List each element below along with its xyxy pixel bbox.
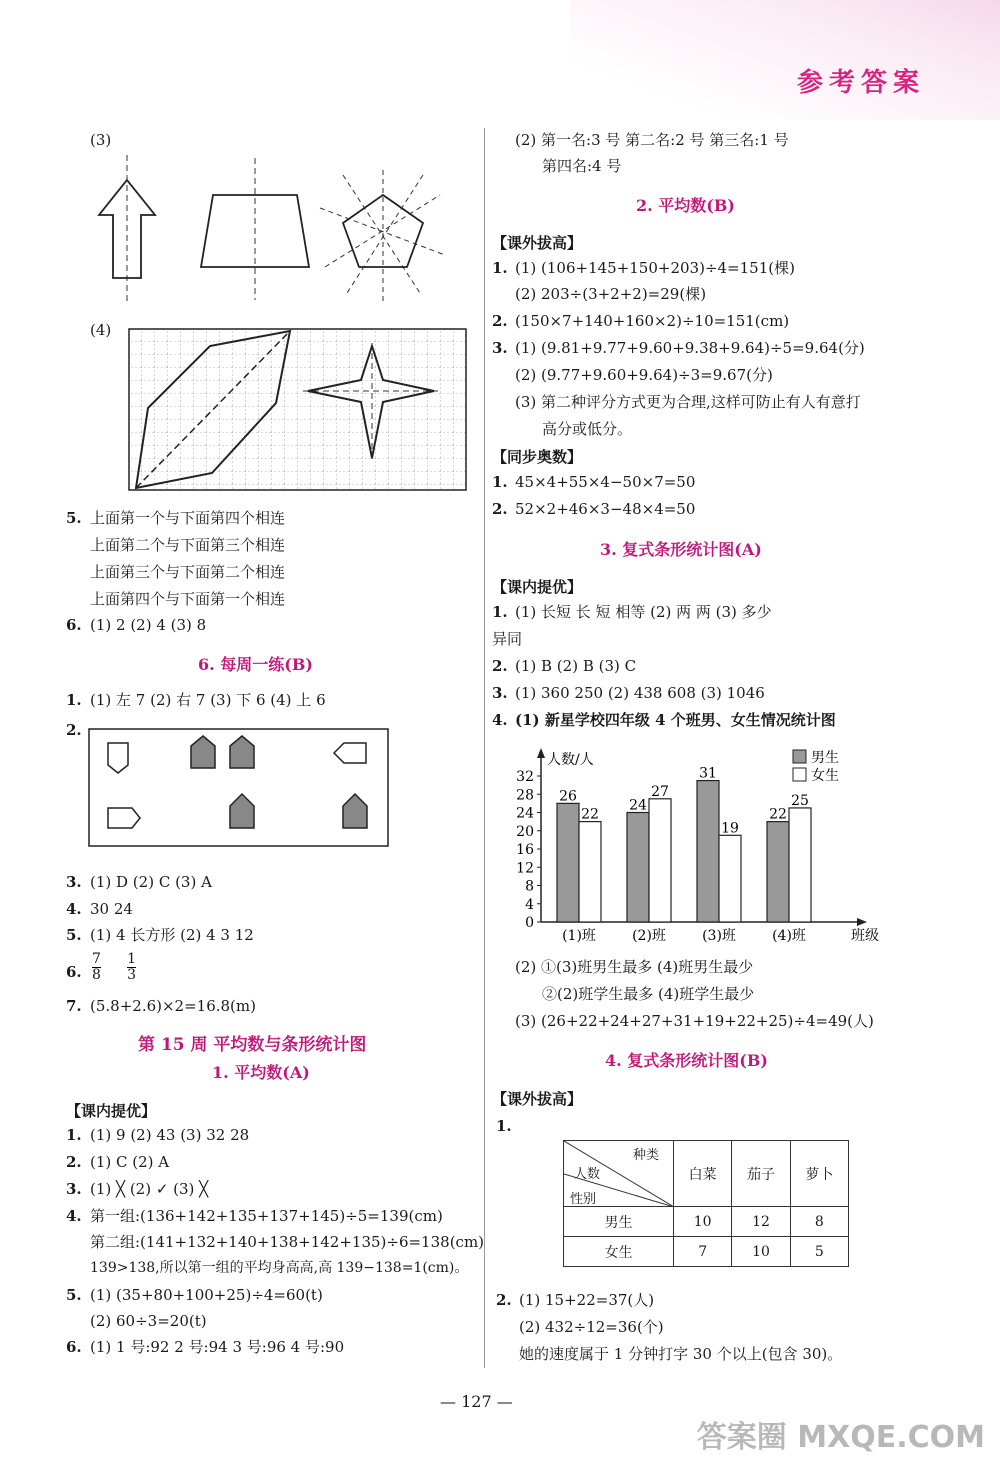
q5-line-4: 上面第四个与下面第一个相连 bbox=[90, 590, 286, 608]
tag-in-class-2: 【课内提优】 bbox=[492, 578, 583, 596]
bar-value-label: 27 bbox=[651, 783, 669, 800]
a2-answer: (1) C (2) A bbox=[90, 1153, 170, 1171]
o2-answer: 52×2+46×3−48×4=50 bbox=[515, 500, 696, 518]
week15-title: 第 15 周 平均数与条形统计图 bbox=[138, 1035, 367, 1055]
bar-value-label: 25 bbox=[791, 792, 809, 809]
a4-num: 4. bbox=[66, 1207, 82, 1225]
table-corner-cell bbox=[564, 1141, 674, 1207]
y-tick-label: 12 bbox=[516, 860, 534, 877]
c3-num: 3. bbox=[492, 684, 508, 702]
section-weekly-b: 6. 每周一练(B) bbox=[198, 655, 313, 674]
bar bbox=[719, 835, 741, 922]
bar-value-label: 31 bbox=[699, 765, 717, 782]
wb6-num: 6. bbox=[66, 963, 82, 981]
wb7-num: 7. bbox=[66, 997, 82, 1015]
y-tick-label: 0 bbox=[525, 915, 534, 931]
grid-figures bbox=[128, 328, 468, 493]
x-axis-arrow bbox=[857, 918, 867, 926]
wb2-num: 2. bbox=[66, 721, 82, 739]
frac1-bottom: 8 bbox=[92, 967, 101, 983]
y-tick-label: 4 bbox=[525, 896, 534, 913]
c4-chart-title: (1) 新星学校四年级 4 个班男、女生情况统计图 bbox=[515, 711, 836, 729]
table-cell: 12 bbox=[732, 1207, 790, 1237]
b1-line-1: (1) (106+145+150+203)÷4=151(棵) bbox=[515, 259, 795, 277]
c4b-line-1: (2) ①(3)班男生最多 (4)班男生最少 bbox=[515, 958, 754, 976]
q4-4-label: (4) bbox=[90, 321, 112, 339]
table-row bbox=[564, 1237, 849, 1267]
vegetable-table bbox=[563, 1140, 849, 1267]
y-axis-arrow bbox=[537, 748, 545, 758]
d2-line-3: 她的速度属于 1 分钟打字 30 个以上(包含 30)。 bbox=[519, 1345, 843, 1363]
q5-line-2: 上面第二个与下面第三个相连 bbox=[90, 536, 286, 554]
table-row-label: 女生 bbox=[564, 1237, 674, 1267]
a1-answer: (1) 9 (2) 43 (3) 32 28 bbox=[90, 1126, 250, 1144]
table-cell: 7 bbox=[674, 1237, 732, 1267]
c4-num: 4. bbox=[492, 711, 508, 729]
r0-line-2: 第四名:4 号 bbox=[542, 157, 622, 175]
b3-num: 3. bbox=[492, 339, 508, 357]
y-tick-label: 20 bbox=[516, 823, 534, 840]
bar-value-label: 24 bbox=[629, 797, 647, 814]
q4-3-label: (3) bbox=[90, 131, 112, 149]
a5-line-2: (2) 60÷3=20(t) bbox=[90, 1312, 207, 1330]
table-header-cell: 茄子 bbox=[732, 1141, 790, 1207]
bar bbox=[789, 808, 811, 922]
a4-line-2: 第二组:(141+132+140+138+142+135)÷6=138(cm) bbox=[90, 1233, 485, 1251]
category-label: (1)班 bbox=[562, 928, 596, 944]
category-label: (4)班 bbox=[772, 928, 806, 944]
y-tick-label: 24 bbox=[516, 805, 534, 822]
page-number: — 127 — bbox=[440, 1392, 513, 1411]
b1-num: 1. bbox=[492, 259, 508, 277]
corner-label-gender: 性别 bbox=[570, 1192, 597, 1207]
b3-line-4: 高分或低分。 bbox=[542, 420, 633, 438]
q6-answer: (1) 2 (2) 4 (3) 8 bbox=[90, 616, 207, 634]
wb4-num: 4. bbox=[66, 900, 82, 918]
o1-num: 1. bbox=[492, 473, 508, 491]
column-divider bbox=[484, 128, 485, 1368]
c3-answer: (1) 360 250 (2) 438 608 (3) 1046 bbox=[515, 684, 765, 702]
y-tick-label: 16 bbox=[516, 842, 534, 858]
table-cell: 10 bbox=[732, 1237, 790, 1267]
tag-extra-class-2: 【课外拔高】 bbox=[492, 1090, 583, 1108]
b3-line-1: (1) (9.81+9.77+9.60+9.38+9.64)÷5=9.64(分) bbox=[515, 339, 865, 357]
bar bbox=[579, 822, 601, 922]
bar bbox=[697, 781, 719, 922]
wb1-answer: (1) 左 7 (2) 右 7 (3) 下 6 (4) 上 6 bbox=[90, 691, 326, 709]
d2-line-2: (2) 432÷12=36(个) bbox=[519, 1318, 664, 1336]
b3-line-2: (2) (9.77+9.60+9.64)÷3=9.67(分) bbox=[515, 366, 773, 384]
q6-num: 6. bbox=[66, 616, 82, 634]
grouped-bar-chart bbox=[505, 740, 885, 945]
bar-value-label: 26 bbox=[559, 788, 577, 805]
y-axis-label: 人数/人 bbox=[547, 752, 594, 768]
y-tick-label: 28 bbox=[516, 787, 534, 804]
watermark-logo: 答案圈 MXQE.COM bbox=[696, 1420, 985, 1455]
bar bbox=[649, 799, 671, 922]
table-row bbox=[564, 1207, 849, 1237]
a4-line-1: 第一组:(136+142+135+137+145)÷5=139(cm) bbox=[90, 1207, 443, 1225]
b2-num: 2. bbox=[492, 312, 508, 330]
bar bbox=[627, 813, 649, 923]
a3-answer: (1) ╳ (2) ✓ (3) ╳ bbox=[90, 1180, 209, 1198]
bar-value-label: 22 bbox=[769, 806, 787, 823]
a5-num: 5. bbox=[66, 1286, 82, 1304]
q5-num: 5. bbox=[66, 509, 82, 527]
wb6-fractions bbox=[92, 952, 136, 983]
bar-value-label: 19 bbox=[721, 820, 739, 837]
c1-line-1: (1) 长短 长 短 相等 (2) 两 两 (3) 多少 bbox=[515, 603, 772, 621]
y-tick-label: 8 bbox=[525, 878, 534, 895]
q5-line-3: 上面第三个与下面第二个相连 bbox=[90, 563, 286, 581]
a6-answer: (1) 1 号:92 2 号:94 3 号:96 4 号:90 bbox=[90, 1338, 345, 1356]
header-decoration bbox=[570, 0, 1000, 120]
corner-label-count: 人数 bbox=[574, 1167, 601, 1182]
c1-num: 1. bbox=[492, 603, 508, 621]
section-average-b: 2. 平均数(B) bbox=[636, 196, 735, 215]
frac1-top: 7 bbox=[92, 951, 101, 967]
bar-value-label: 22 bbox=[581, 806, 599, 823]
c4b-line-3: (3) (26+22+24+27+31+19+22+25)÷4=49(人) bbox=[515, 1012, 874, 1030]
r0-line-1: (2) 第一名:3 号 第二名:2 号 第三名:1 号 bbox=[515, 131, 789, 149]
category-label: (3)班 bbox=[702, 928, 736, 944]
o2-num: 2. bbox=[492, 500, 508, 518]
legend-swatch bbox=[793, 750, 806, 763]
table-cell: 8 bbox=[790, 1207, 848, 1237]
y-tick-label: 32 bbox=[516, 769, 534, 785]
frac2-bottom: 3 bbox=[127, 967, 137, 983]
b3-line-3: (3) 第二种评分方式更为合理,这样可防止有人有意打 bbox=[515, 393, 861, 411]
wb3-num: 3. bbox=[66, 873, 82, 891]
d2-num: 2. bbox=[496, 1291, 512, 1309]
table-cell: 10 bbox=[674, 1207, 732, 1237]
legend-label: 女生 bbox=[811, 768, 839, 784]
legend-label: 男生 bbox=[811, 750, 839, 766]
bar bbox=[767, 822, 789, 922]
table-header-cell: 白菜 bbox=[674, 1141, 732, 1207]
c1-line-2: 异同 bbox=[492, 630, 523, 648]
tag-extra-class: 【课外拔高】 bbox=[492, 234, 583, 252]
bar bbox=[557, 803, 579, 922]
corner-label-type: 种类 bbox=[632, 1148, 659, 1163]
tag-olympiad: 【同步奥数】 bbox=[492, 448, 583, 466]
symmetry-figures bbox=[85, 155, 480, 305]
wb5-answer: (1) 4 长方形 (2) 4 3 12 bbox=[90, 926, 254, 944]
wb4-answer: 30 24 bbox=[90, 900, 133, 918]
a3-num: 3. bbox=[66, 1180, 82, 1198]
a5-line-1: (1) (35+80+100+25)÷4=60(t) bbox=[90, 1286, 323, 1304]
d2-line-1: (1) 15+22=37(人) bbox=[519, 1291, 655, 1309]
o1-answer: 45×4+55×4−50×7=50 bbox=[515, 473, 696, 491]
wb1-num: 1. bbox=[66, 691, 82, 709]
b1-line-2: (2) 203÷(3+2+2)=29(棵) bbox=[515, 285, 707, 303]
wb7-answer: (5.8+2.6)×2=16.8(m) bbox=[90, 997, 256, 1015]
section-bar-b: 4. 复式条形统计图(B) bbox=[605, 1051, 768, 1070]
b2-answer: (150×7+140+160×2)÷10=151(cm) bbox=[515, 312, 790, 330]
a2-num: 2. bbox=[66, 1153, 82, 1171]
table-header-cell: 萝卜 bbox=[790, 1141, 848, 1207]
a4-line-3: 139>138,所以第一组的平均身高高,高 139−138=1(cm)。 bbox=[90, 1260, 469, 1276]
c2-answer: (1) B (2) B (3) C bbox=[515, 657, 637, 675]
wb5-num: 5. bbox=[66, 926, 82, 944]
q5-line-1: 上面第一个与下面第四个相连 bbox=[90, 509, 286, 527]
d1-num: 1. bbox=[496, 1117, 512, 1135]
section-average-a: 1. 平均数(A) bbox=[212, 1063, 310, 1082]
page-header-title: 参考答案 bbox=[796, 68, 925, 98]
a6-num: 6. bbox=[66, 1338, 82, 1356]
c4b-line-2: ②(2)班学生最多 (4)班学生最少 bbox=[542, 985, 755, 1003]
a1-num: 1. bbox=[66, 1126, 82, 1144]
category-label: (2)班 bbox=[632, 928, 666, 944]
table-row-label: 男生 bbox=[564, 1207, 674, 1237]
tag-in-class: 【课内提优】 bbox=[66, 1102, 157, 1120]
c2-num: 2. bbox=[492, 657, 508, 675]
x-axis-label: 班级 bbox=[851, 928, 879, 944]
house-shapes-figure bbox=[88, 728, 390, 848]
table-cell: 5 bbox=[790, 1237, 848, 1267]
legend-swatch bbox=[793, 768, 806, 781]
frac2-top: 1 bbox=[127, 951, 137, 967]
section-bar-a: 3. 复式条形统计图(A) bbox=[600, 540, 762, 559]
wb3-answer: (1) D (2) C (3) A bbox=[90, 873, 212, 891]
